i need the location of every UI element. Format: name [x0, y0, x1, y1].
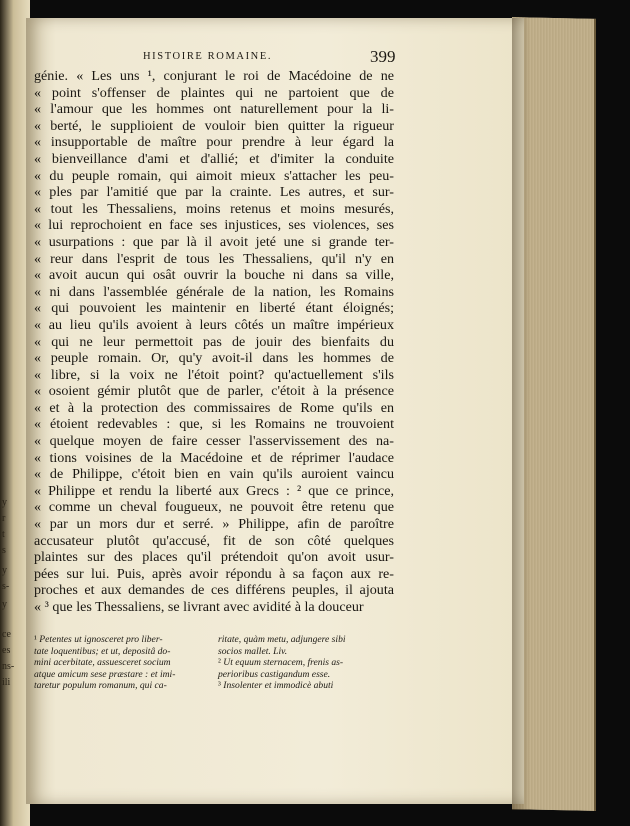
- margin-fragment: ns-: [2, 661, 15, 672]
- text-line: « comme un cheval fougueux, ne pouvoit être retenu que: [34, 499, 394, 516]
- footnote-marker: ²: [218, 657, 221, 669]
- margin-fragment: s-: [2, 581, 10, 592]
- text-line: « de Philippe, c'étoit bien en vain qu'ils auroient vaincu: [34, 466, 394, 483]
- footnote-line: [34, 646, 206, 658]
- text-line: génie. « Les uns ¹, conjurant le roi de Macédoine de ne: [34, 68, 394, 84]
- text-line: « point s'offenser de plaintes qui ne partoient que de: [34, 84, 394, 101]
- text-line: « berté, le supplioient de vouloir bien quitter la rigueur: [34, 117, 394, 134]
- page-gutter-shadow: [512, 18, 530, 810]
- text-line: « peuple romain. Or, qu'y avoit-il dans les hommes de: [34, 350, 394, 367]
- margin-fragment: ce: [2, 629, 11, 640]
- footnote-line: [218, 634, 390, 646]
- text-line: « au lieu qu'ils avoient à leurs côtés un maître impérieux: [34, 316, 394, 333]
- footnote-text: Insolenter et immodicè abuti: [223, 680, 334, 692]
- margin-fragment: y: [2, 599, 7, 610]
- footnote-text: mini acerbitate, assuesceret socium: [34, 657, 171, 669]
- footnote-text: taretur populum romanum, qui ca-: [34, 680, 167, 692]
- text-line: proches et aux demandes de ces différens peuples, il ajouta: [34, 582, 394, 599]
- text-line: « par un mors dur et serré. » Philippe, afin de paroître: [34, 516, 394, 533]
- footnote-line: [34, 680, 206, 692]
- margin-fragment: es: [2, 645, 11, 656]
- text-line: « bienveillance d'ami et d'allié; et d'imiter la conduite: [34, 150, 394, 167]
- margin-fragment: ili: [2, 677, 11, 688]
- text-line: « libre, si la voix ne l'étoit point? qu'actuellement s'ils: [34, 366, 394, 383]
- footnote-line: [34, 657, 206, 669]
- text-line: « l'amour que les hommes ont naturellement pour la li-: [34, 101, 394, 118]
- footnote-text: perioribus castigandum esse.: [218, 668, 331, 680]
- footnote-line: [218, 669, 390, 681]
- text-line: « osoient gémir plutôt que de parler, c'étoit à la présence: [34, 383, 394, 400]
- margin-fragment: y: [2, 565, 7, 576]
- text-line: pées sur lui. Puis, après avoir répondu à sa façon aux re-: [34, 565, 394, 582]
- footnote-text: Ut equum sternacem, frenis as-: [223, 657, 344, 669]
- footnote-text: tate loquentibus; et ut, depositâ do-: [34, 645, 171, 657]
- text-line: « qui pouvoient les maintenir en liberté étant éloignés;: [34, 300, 394, 317]
- footnote-line: [218, 657, 390, 669]
- footnote-marker: ³: [218, 680, 221, 692]
- text-line: « avoit aucun qui osât ouvrir la bouche ni dans sa ville,: [34, 267, 394, 284]
- page-header: [143, 47, 413, 67]
- margin-fragment: r: [2, 513, 6, 524]
- text-line: « étoient redevables : que, si les Romains ne trouvoient: [34, 416, 394, 433]
- text-line: « usurpations : que par là il avoit jeté une si grande ter-: [34, 233, 394, 250]
- footnote-text: Petentes ut ignosceret pro liber-: [39, 634, 163, 645]
- footnote-line: [34, 669, 206, 681]
- footnote-line: [218, 646, 390, 658]
- margin-fragment: s: [2, 545, 6, 556]
- text-line: « ni dans l'assemblée générale de la nation, les Romains: [34, 283, 394, 300]
- text-line: « quelque moyen de faire cesser l'asservissement des na-: [34, 433, 394, 450]
- footnotes-right-column: [218, 634, 390, 692]
- footnote-line: [218, 680, 390, 692]
- text-line: « lui reprochoient en face ses injustices, ses violences, ses: [34, 217, 394, 234]
- footnotes-left-column: [34, 634, 206, 692]
- footnote-line: [34, 634, 206, 646]
- main-text: [34, 68, 394, 616]
- text-line: plaintes sur des places qu'il prétendoit qu'on avoit usur-: [34, 549, 394, 566]
- text-line: « ples par l'amitié que par la crainte. Les autres, et sur-: [34, 184, 394, 201]
- text-line: « reur dans l'esprit de tous les Thessaliens, qu'il n'y en: [34, 250, 394, 267]
- running-title: HISTOIRE ROMAINE.: [143, 51, 273, 62]
- text-line: « qui ne leur permettoit pas de jouir des bienfaits du: [34, 333, 394, 350]
- footnote-text: ritate, quàm metu, adjungere sibi: [218, 634, 346, 645]
- text-line: accusateur plutôt qu'accusé, fit de son côté quelques: [34, 532, 394, 549]
- text-line: « et à la protection des commissaires de Rome qu'ils en: [34, 399, 394, 416]
- page-number: 399: [370, 47, 396, 66]
- text-line: « Philippe et rendu la liberté aux Grecs : ² que ce prince,: [34, 482, 394, 499]
- text-line: « tout les Thessaliens, moins retenus et moins mesurés,: [34, 200, 394, 217]
- text-line: « insupportable de maître pour prendre à leur égard la: [34, 134, 394, 151]
- text-line: « ³ que les Thessaliens, se livrant avec avidité à la douceur: [34, 599, 364, 615]
- footnote-text: atque amicum sese præstare : et imi-: [34, 668, 176, 680]
- footnote-marker: ¹: [34, 634, 37, 645]
- footnote-text: socios mallet. Liv.: [218, 645, 288, 657]
- text-line: « tions voisines de la Macédoine et de réprimer l'audace: [34, 449, 394, 466]
- margin-fragment: t: [2, 529, 5, 540]
- margin-fragment: y: [2, 497, 7, 508]
- text-line: « du peuple romain, qui aimoit mieux s'attacher les peu-: [34, 167, 394, 184]
